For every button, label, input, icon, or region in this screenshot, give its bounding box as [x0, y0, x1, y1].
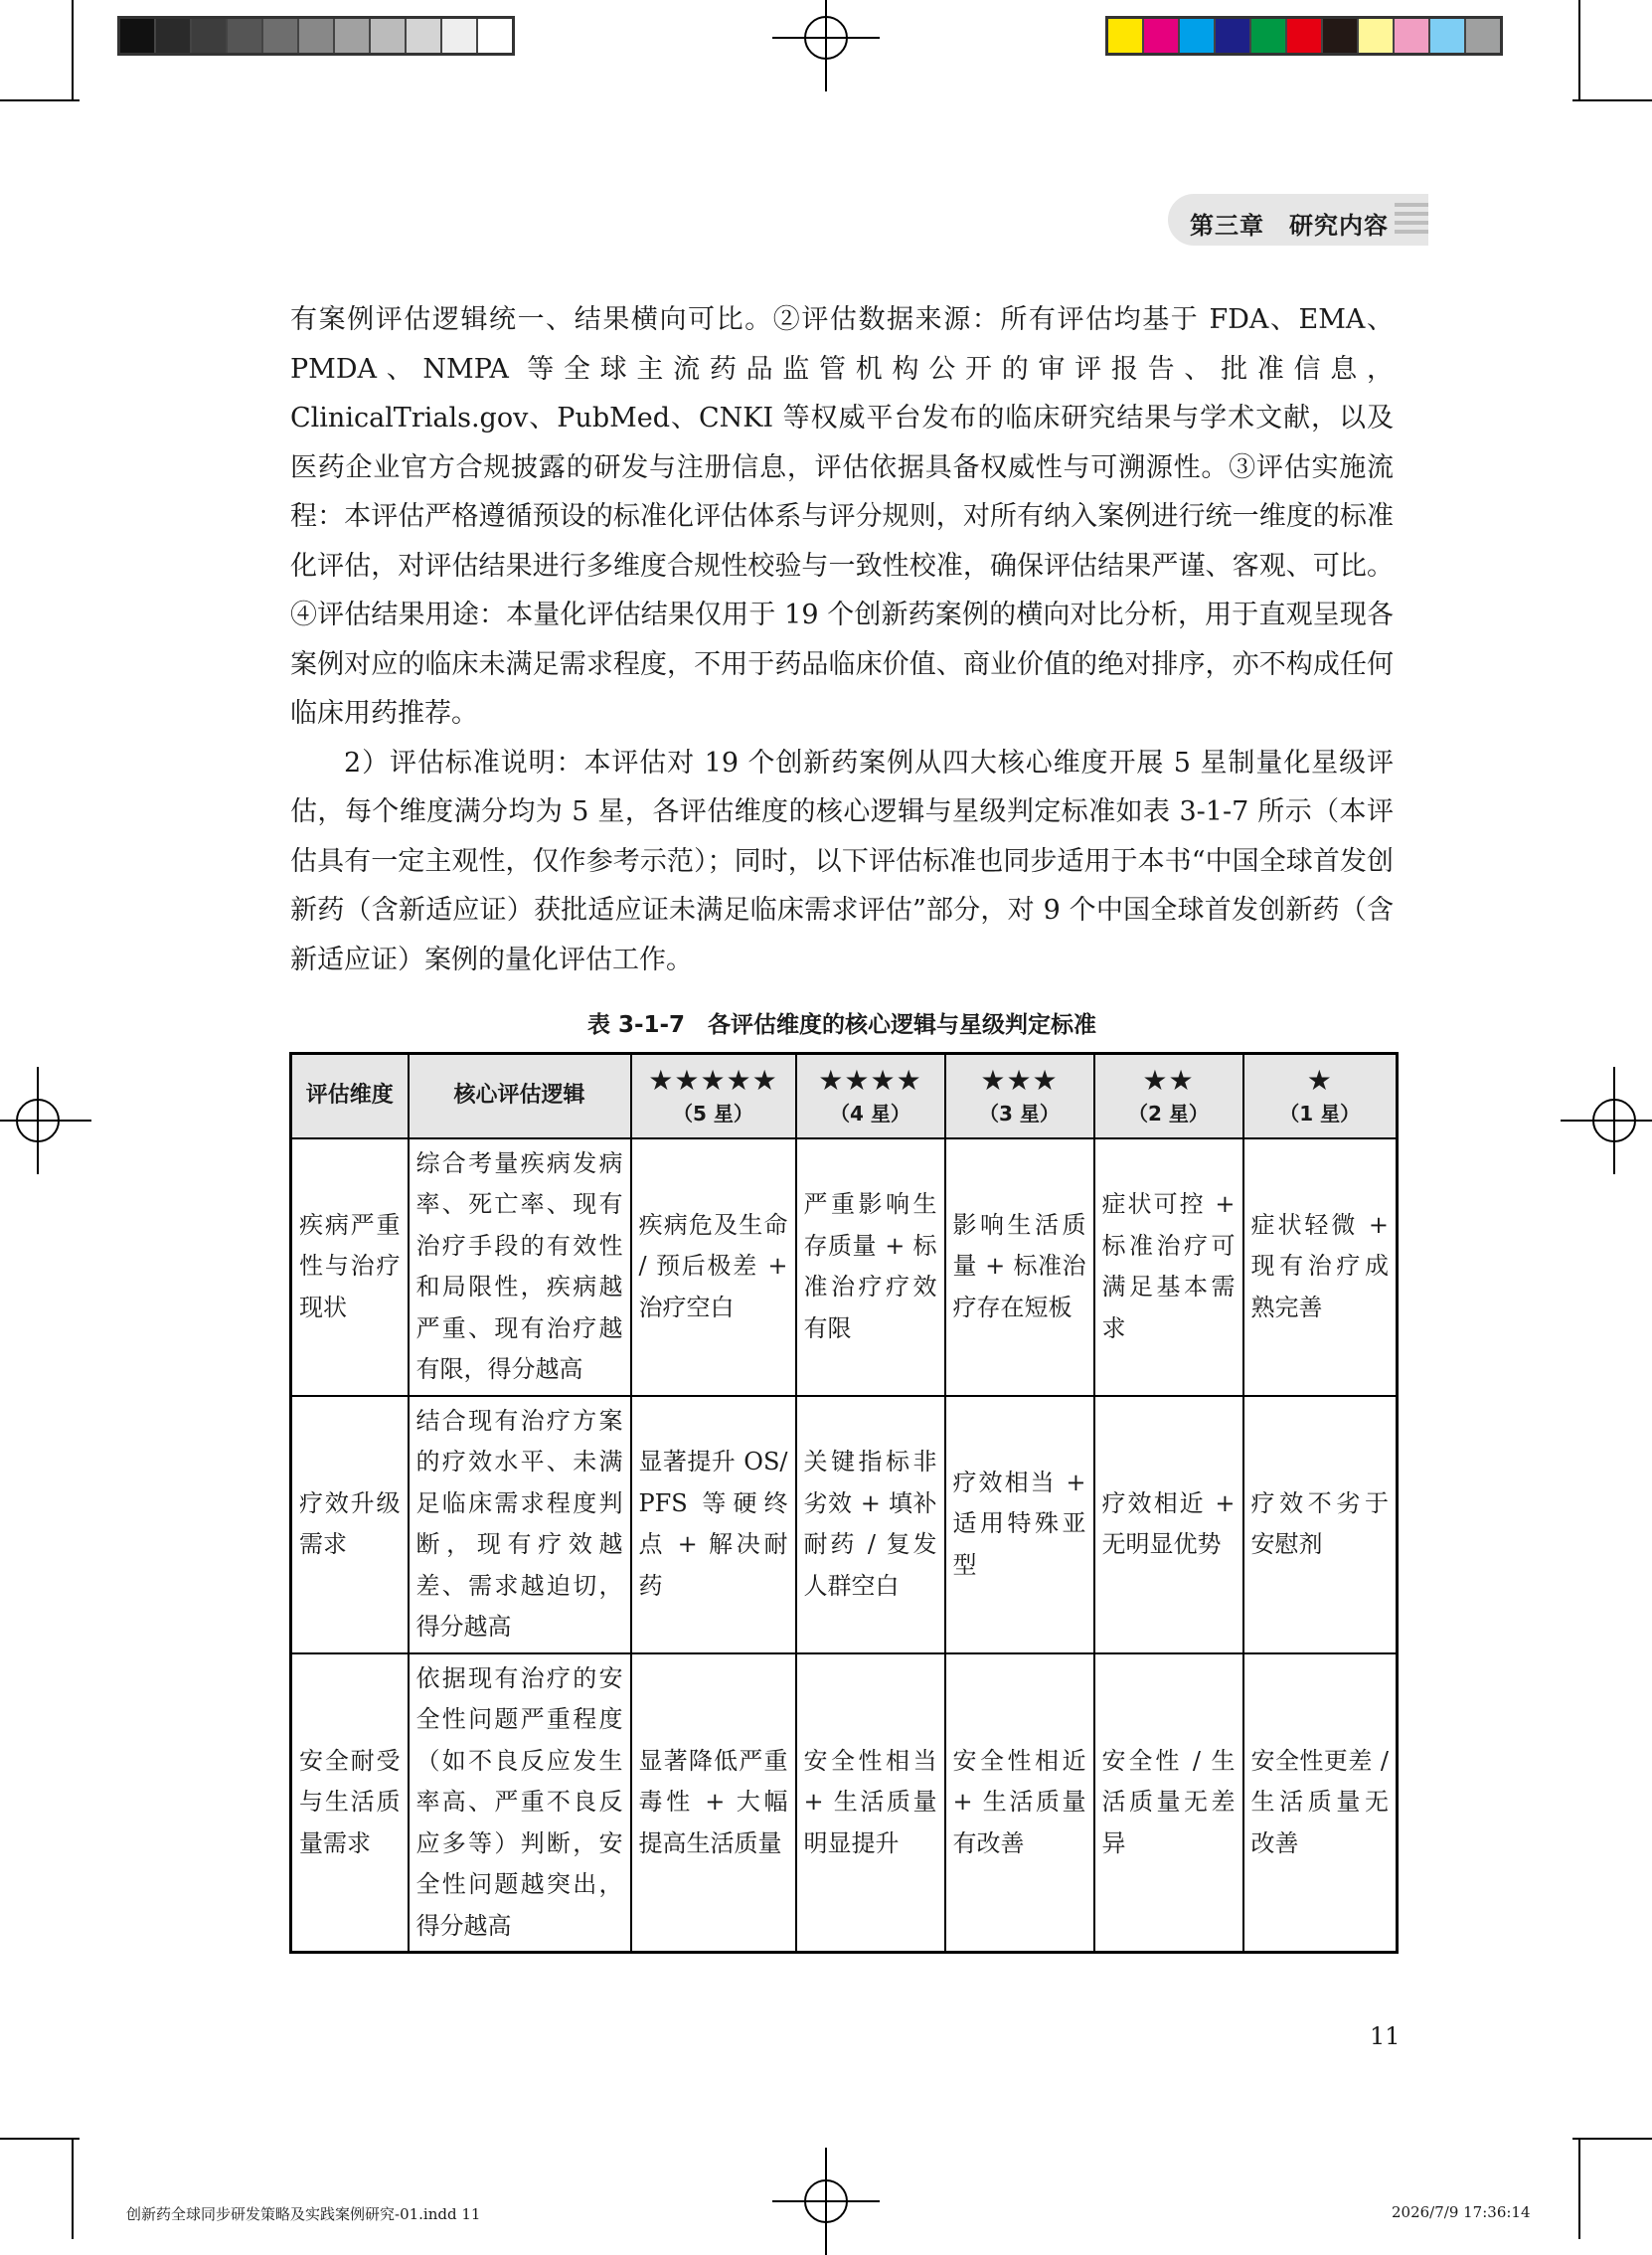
- cell-2-star: 症状可控 + 标准治疗可满足基本需求: [1094, 1138, 1243, 1396]
- color-swatch: [263, 19, 299, 53]
- color-swatch: [1216, 19, 1251, 53]
- paragraph-2: 2）评估标准说明：本评估对 19 个创新药案例从四大核心维度开展 5 星制量化星级评估，每个维度满分均为 5 星，各评估维度的核心逻辑与星级判定标准如表 3-1-7 所示（本评估具有一定主观性，仅作参考示范）；同时，以下评估标准也同步适用于本书“中国全球首发创新药（含新适应证）获批适应证未满足临床需求评估”部分，对 9 个中国全球首发创新药（含新适应证）案例的量化评估工作。: [290, 747, 1394, 975]
- header-logic: 核心评估逻辑: [409, 1054, 631, 1138]
- cell-3-star: 安全性相近 + 生活质量有改善: [945, 1653, 1094, 1953]
- color-swatch: [1430, 19, 1466, 53]
- cell-logic: 结合现有治疗方案的疗效水平、未满足临床需求程度判断，现有疗效越差、需求越迫切，得分越高: [409, 1396, 631, 1653]
- color-swatch: [1287, 19, 1323, 53]
- chapter-label: 第三章 研究内容: [1190, 212, 1389, 240]
- footer-timestamp: 2026/7/9 17:36:14: [1392, 2203, 1531, 2221]
- color-swatch: [407, 19, 442, 53]
- color-swatch: [442, 19, 478, 53]
- book-icon: [1395, 199, 1428, 239]
- crop-mark: [72, 2138, 74, 2239]
- cell-5-star: 显著提升 OS/ PFS 等硬终点 + 解决耐药: [631, 1396, 796, 1653]
- table-row: [291, 1653, 1398, 1953]
- cell-5-star: 显著降低严重毒性 + 大幅提高生活质量: [631, 1653, 796, 1953]
- cell-3-star: 影响生活质量 + 标准治疗存在短板: [945, 1138, 1094, 1396]
- table-header-row: [291, 1054, 1398, 1138]
- table-row: [291, 1138, 1398, 1396]
- registration-mark: [796, 2171, 856, 2231]
- color-swatch: [371, 19, 407, 53]
- cell-2-star: 安全性 / 生活质量无差异: [1094, 1653, 1243, 1953]
- crop-mark: [72, 0, 74, 101]
- crop-mark: [1572, 2138, 1652, 2140]
- paragraph-1: 有案例评估逻辑统一、结果横向可比。②评估数据来源：所有评估均基于 FDA、EMA、PMDA、NMPA 等全球主流药品监管机构公开的审评报告、批准信息，ClinicalTrials.gov、PubMed、CNKI 等权威平台发布的临床研究结果与学术文献，以及医药企业官方合规披露的研发与注册信息，评估依据具备权威性与可溯源性。③评估实施流程：本评估严格遵循预设的标准化评估体系与评分规则，对所有纳入案例进行统一维度的标准化评估，对评估结果进行多维度合规性校验与一致性校准，确保评估结果严谨、客观、可比。④评估结果用途：本量化评估结果仅用于 19 个创新药案例的横向对比分析，用于直观呈现各案例对应的临床未满足需求程度，不用于药品临床价值、商业价值的绝对排序，亦不构成任何临床用药推荐。: [290, 304, 1394, 729]
- crop-mark: [0, 99, 80, 101]
- crop-mark: [1572, 99, 1652, 101]
- grayscale-bar: [117, 16, 515, 56]
- one-star-icon: ★: [1306, 1064, 1333, 1098]
- color-swatch: [1180, 19, 1216, 53]
- cell-logic: 综合考量疾病发病率、死亡率、现有治疗手段的有效性和局限性，疾病越严重、现有治疗越有限，得分越高: [409, 1138, 631, 1396]
- color-swatch: [299, 19, 335, 53]
- color-swatch: [1323, 19, 1359, 53]
- color-swatch: [1466, 19, 1500, 53]
- header-dimension: 评估维度: [291, 1054, 409, 1138]
- cell-1-star: 安全性更差 / 生活质量无改善: [1243, 1653, 1398, 1953]
- color-swatch: [156, 19, 192, 53]
- header-1-star: ★ （1 星）: [1243, 1054, 1398, 1138]
- color-swatch: [192, 19, 228, 53]
- chapter-header: [1168, 194, 1428, 246]
- criteria-table: [289, 1052, 1399, 1954]
- cell-5-star: 疾病危及生命 / 预后极差 + 治疗空白: [631, 1138, 796, 1396]
- five-star-icon: ★★★★★: [648, 1064, 778, 1098]
- cell-1-star: 症状轻微 + 现有治疗成熟完善: [1243, 1138, 1398, 1396]
- table-caption: 表 3-1-7 各评估维度的核心逻辑与星级判定标准: [586, 1012, 1097, 1038]
- table-row: [291, 1396, 1398, 1653]
- page-number: 11: [1370, 2022, 1401, 2050]
- cell-1-star: 疗效不劣于安慰剂: [1243, 1396, 1398, 1653]
- color-swatch: [1108, 19, 1144, 53]
- color-swatch: [335, 19, 371, 53]
- color-swatch: [1251, 19, 1287, 53]
- header-4-star: ★★★★ （4 星）: [796, 1054, 945, 1138]
- header-5-star: ★★★★★ （5 星）: [631, 1054, 796, 1138]
- color-swatch: [1395, 19, 1430, 53]
- crop-mark: [1578, 0, 1580, 101]
- cell-3-star: 疗效相当 + 适用特殊亚型: [945, 1396, 1094, 1653]
- crop-mark: [1578, 2138, 1580, 2239]
- cell-4-star: 严重影响生存质量 + 标准治疗疗效有限: [796, 1138, 945, 1396]
- color-swatch: [228, 19, 263, 53]
- cell-logic: 依据现有治疗的安全性问题严重程度（如不良反应发生率高、严重不良反应多等）判断，安全性问题越突出，得分越高: [409, 1653, 631, 1953]
- color-bar: [1105, 16, 1503, 56]
- two-star-icon: ★★: [1142, 1064, 1195, 1098]
- registration-mark: [796, 8, 856, 68]
- color-swatch: [1359, 19, 1395, 53]
- cell-4-star: 安全性相当 + 生活质量明显提升: [796, 1653, 945, 1953]
- cell-dimension: 安全耐受与生活质量需求: [291, 1653, 409, 1953]
- four-star-icon: ★★★★: [818, 1064, 922, 1098]
- registration-mark: [1584, 1091, 1644, 1150]
- header-3-star: ★★★ （3 星）: [945, 1054, 1094, 1138]
- color-swatch: [120, 19, 156, 53]
- footer-file-name: 创新药全球同步研发策略及实践案例研究-01.indd 11: [126, 2205, 481, 2223]
- body-text: [290, 295, 1394, 984]
- three-star-icon: ★★★: [980, 1064, 1059, 1098]
- color-swatch: [1144, 19, 1180, 53]
- registration-mark: [8, 1091, 68, 1150]
- cell-2-star: 疗效相近 + 无明显优势: [1094, 1396, 1243, 1653]
- cell-dimension: 疾病严重性与治疗现状: [291, 1138, 409, 1396]
- header-2-star: ★★ （2 星）: [1094, 1054, 1243, 1138]
- crop-mark: [0, 2138, 80, 2140]
- color-swatch: [478, 19, 512, 53]
- cell-4-star: 关键指标非劣效 + 填补耐药 / 复发人群空白: [796, 1396, 945, 1653]
- cell-dimension: 疗效升级需求: [291, 1396, 409, 1653]
